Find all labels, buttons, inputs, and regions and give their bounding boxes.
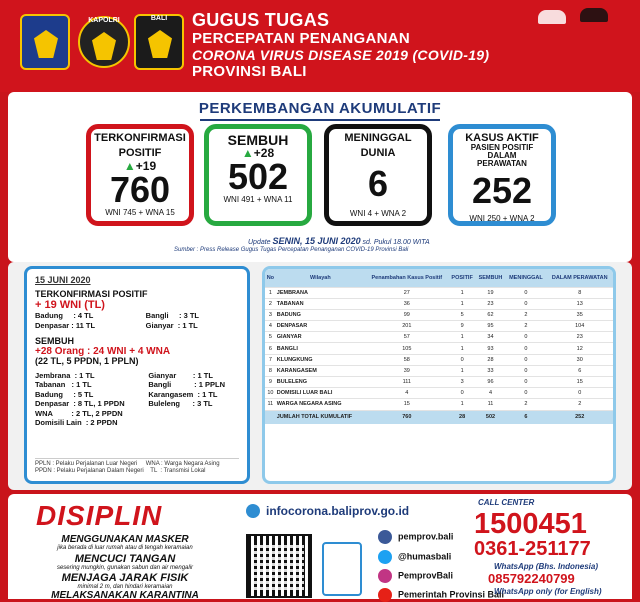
- card-confirmed: TERKONFIRMASI POSITIF ▲+19 760 WNI 745 + WNA 15: [86, 124, 194, 226]
- table-row: 10 DOMISILI LUAR BALI 4 0 4 0 0: [265, 388, 613, 399]
- police-logo: KAPOLRI: [78, 16, 130, 68]
- twitter-icon: [378, 550, 392, 564]
- table-row: 2 TABANAN 36 1 23 0 13: [265, 298, 613, 309]
- table-row: 6 BANGLI 105 1 93 0 12: [265, 343, 613, 354]
- daily-update-box: 15 JUNI 2020 TERKONFIRMASI POSITIF + 19 WNI (TL) Badung : 4 TL Denpasar : 11 TL Bangli : 3 TL Gianyar : 1 TL SEMBUH +28 Orang : 24 WNI + 4 WNA (22 TL, 5 PPDN, 1 PPLN) Jembrana : 1 TL Tabanan : 1 TL Badung : 5 TL Denpasar : 8 TL, 1 PPDN WNA : 2 TL, 2 PPDN Domisili Lain : 2 PPDN Gianyar : 1 TL Bangli : 1 PPLN Karangasem : 1 TL Buleleng : 3 TL PPLN : Pelaku Perjalanan Luar Negeri WNA : Warga Negara Asing PPDN : Pelaku Perjalanan Dalam Negeri TL : Transmisi Lokal: [24, 266, 250, 484]
- title-line-2: PERCEPATAN PENANGANAN: [192, 30, 410, 47]
- update-info: Update SENIN, 15 JUNI 2020 sd. Pukul 18.00 WITA: [248, 236, 430, 246]
- website-link[interactable]: infocorona.baliprov.go.id: [266, 504, 410, 518]
- table-row: 5 GIANYAR 57 1 34 0 23: [265, 332, 613, 343]
- facebook-icon: [378, 530, 392, 544]
- table-row: 9 BULELENG 111 3 96 0 15: [265, 377, 613, 388]
- table-row: 7 KLUNGKUNG 58 0 28 0 30: [265, 354, 613, 365]
- table-row: 3 BADUNG 99 5 62 2 35: [265, 309, 613, 320]
- whatsapp-number: 085792240799: [488, 571, 575, 586]
- table-row: 8 KARANGASEM 39 1 33 0 6: [265, 365, 613, 376]
- call-center-phone: 0361-251177: [474, 538, 591, 560]
- table-total-row: JUMLAH TOTAL KUMULATIF 760 28 502 6 252: [265, 410, 613, 424]
- twitter-link[interactable]: @humasbali: [378, 550, 451, 564]
- footer-panel: DISIPLIN MENGGUNAKAN MASKER jika berada di luar rumah atau di tengah keramaian MENCUCI TANGAN sesering mungkin, gunakan sabun dan air mengalir MENJAGA JARAK FISIK minimal 2 m, dan hindari keramaian MELAKSANAKAN KARANTINA infocorona.baliprov.go.id pemprov.bali @humasbali PemprovBali Pemerintah Provinsi Bali CALL CENTER 1500451 0361-251177 WhatsApp (Bhs. Indonesia) 085792240799 WhatsApp only (for English): [8, 494, 632, 599]
- instagram-link[interactable]: PemprovBali: [378, 569, 453, 583]
- disiplin-heading: DISIPLIN: [36, 500, 163, 531]
- summary-panel: [8, 92, 632, 262]
- card-active: KASUS AKTIF PASIEN POSITIF DALAM PERAWATAN 252 WNI 250 + WNA 2: [448, 124, 556, 226]
- instagram-icon: [378, 569, 392, 583]
- table-row: 1 JEMBRANA 27 1 19 0 8: [265, 287, 613, 298]
- youtube-link[interactable]: Pemerintah Provinsi Bali: [378, 588, 504, 602]
- call-center-number: 1500451: [474, 508, 587, 540]
- bali-province-logo: [20, 14, 70, 70]
- qr-code: [246, 534, 312, 598]
- police-bali-logo: BALI: [134, 14, 184, 70]
- summary-title: PERKEMBANGAN AKUMULATIF: [8, 100, 632, 121]
- card-recovered: SEMBUH ▲+28 502 WNI 491 + WNA 11: [204, 124, 312, 226]
- source-note: Sumber : Press Release Gugus Tugas Percepatan Penanganan COVID-19 Provinsi Bali: [174, 247, 409, 253]
- h1c-logo: [322, 542, 362, 596]
- title-line-4: PROVINSI BALI: [192, 63, 307, 80]
- officials-photo: [522, 6, 622, 80]
- table-row: 4 DENPASAR 201 9 95 2 104: [265, 321, 613, 332]
- table-row: 11 WARGA NEGARA ASING 15 1 11 2 2: [265, 399, 613, 410]
- detail-panel: [8, 262, 632, 490]
- globe-icon: [246, 504, 260, 518]
- title-line-3: CORONA VIRUS DISEASE 2019 (COVID-19): [192, 47, 490, 63]
- youtube-icon: [378, 588, 392, 602]
- region-table: No Wilayah Penambahan Kasus Positif POSITIF SEMBUH MENINGGAL DALAM PERAWATAN 1 JEMBRANA 27 1 19 0 8 2 TABANAN 36 1 23 0 13 3 BADUNG 99 5 62 2 35 4 DENPASAR 201 9 95 2 104 5 GIANYAR 57 1 34 0 23 6 BANGLI 105 1 93 0 12 7 KLUNGKUNG 58 0 28 0 30 8 KARANGASEM 39 1 33 0 6 9 BULELENG 111 3 96 0 15 10 DOMISILI LUAR BALI 4 0 4 0 0 11 WARGA NEGARA ASING 15 1 11 2 2 JUMLAH TOTAL KUMULATIF 760 28 502 6 252: [262, 266, 616, 484]
- call-center-label: CALL CENTER: [478, 498, 535, 507]
- header: [0, 0, 640, 92]
- card-deaths: MENINGGAL DUNIA 6 WNI 4 + WNA 2: [324, 124, 432, 226]
- facebook-link[interactable]: pemprov.bali: [378, 530, 453, 544]
- title-line-1: GUGUS TUGAS: [192, 10, 330, 30]
